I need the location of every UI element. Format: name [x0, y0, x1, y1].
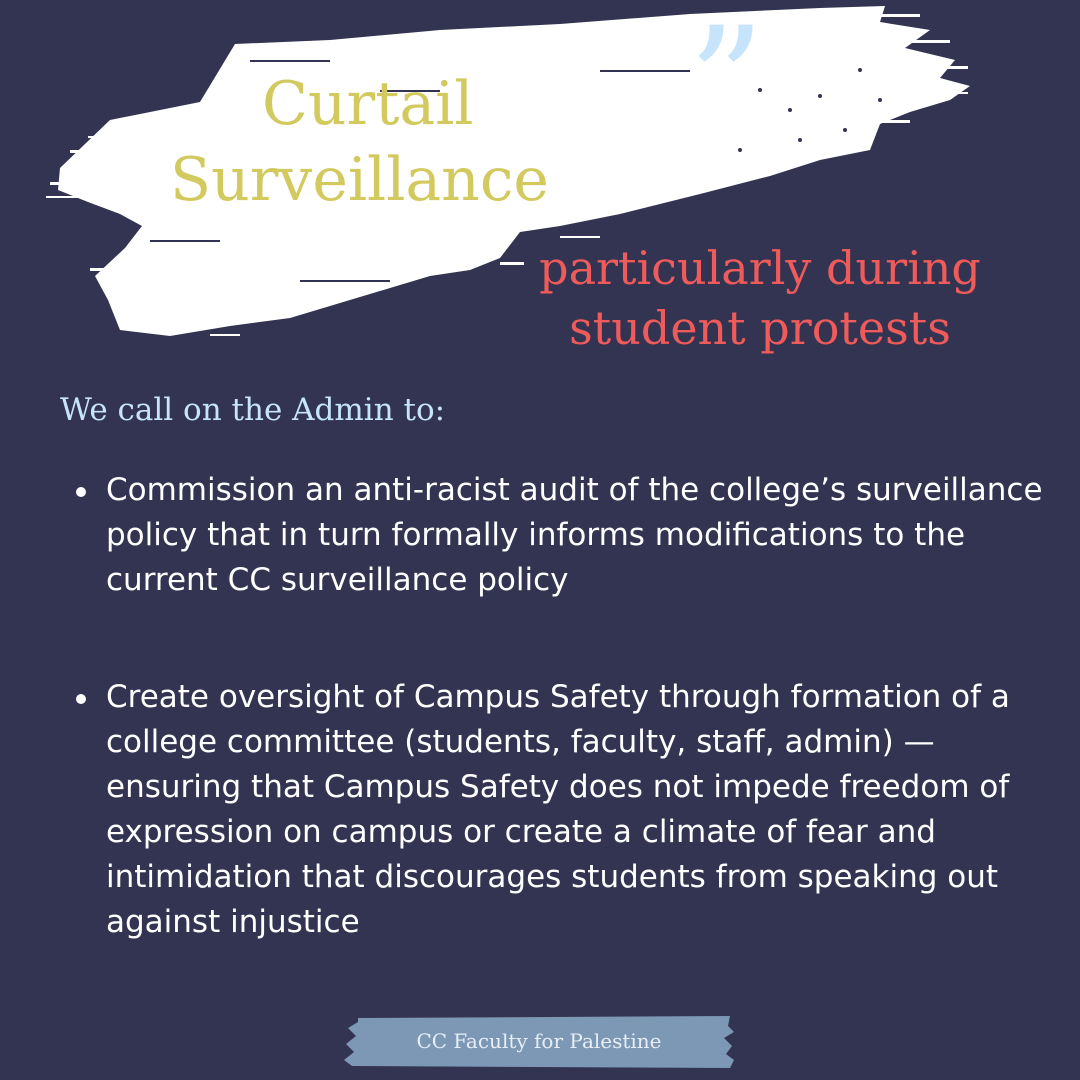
demand-item-oversight: Create oversight of Campus Safety through formation of a college committee (students, faculty, staff, admin) — ensuring that Campus Safety does not impede freedom of expression on campus or create a climate of fear and intimidation that discourages students from speaking out against injustice	[106, 675, 1046, 945]
intro-text: We call on the Admin to:	[60, 392, 446, 428]
subtitle-line-1: particularly during	[539, 241, 981, 295]
title-line-2: Surveillance	[170, 145, 549, 215]
footer-label: CC Faculty for Palestine	[416, 1029, 662, 1053]
demands-list	[106, 468, 1046, 1017]
title-line-1: Curtail	[262, 69, 474, 139]
footer-tag	[344, 1016, 734, 1068]
subtitle-line-2: student protests	[569, 301, 951, 355]
closing-quote-icon: ”	[688, 0, 757, 170]
demand-item-audit: Commission an anti-racist audit of the college’s surveillance policy that in turn formally informs modifications to the current CC surveillance policy	[106, 468, 1046, 603]
subtitle	[500, 238, 1020, 358]
page-title	[170, 66, 549, 218]
